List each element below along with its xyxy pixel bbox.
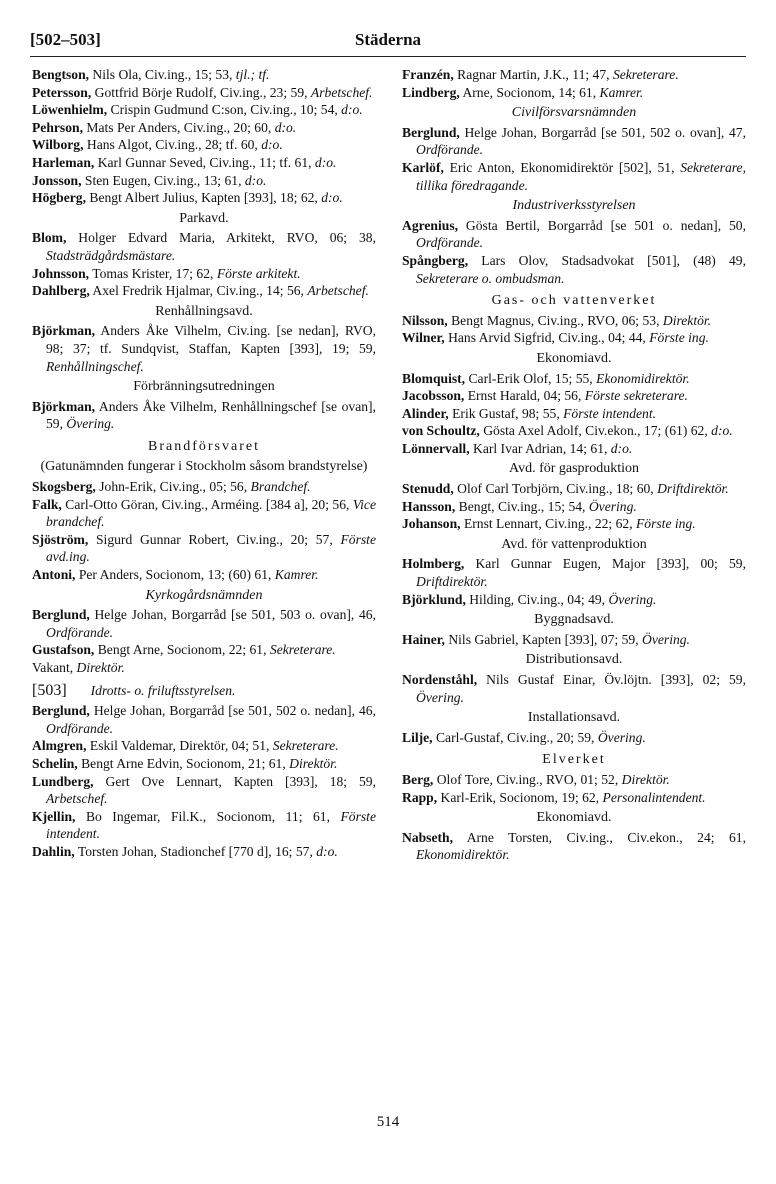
person-details: Olof Carl Torbjörn, Civ.ing., 18; 60, [453, 481, 658, 497]
person-details: Hans Algot, Civ.ing., 28; tf. 60, [83, 137, 262, 153]
person-details: Carl-Otto Göran, Civ.ing., Arméing. [384 a], 20; 56, [61, 496, 353, 512]
person-name: Johnsson, [32, 265, 90, 281]
person-details: Holger Edvard Maria, Arkitekt, RVO, 06; 38, [66, 230, 376, 246]
person-role: Renhållningschef. [46, 358, 144, 374]
person-name: Wilner, [402, 330, 445, 346]
person-name: Lilje, [402, 729, 433, 745]
person-role: Direktör. [76, 660, 125, 675]
directory-entry [402, 515, 746, 533]
person-details: Karl Gunnar Seved, Civ.ing., 11; tf. 61, [94, 154, 315, 170]
person-details: Ernst Harald, 04; 56, [464, 388, 585, 404]
person-role: Sekreterare o. ombudsman. [416, 270, 565, 286]
person-name: Jonsson, [32, 172, 82, 188]
directory-entry [32, 808, 376, 843]
directory-entry [32, 755, 376, 773]
person-details: Vakant, [32, 660, 77, 675]
person-name: Björkman, [32, 323, 96, 339]
person-details: Arne, Socionom, 14; 61, [459, 84, 600, 100]
person-role: Ekonomidirektör. [596, 370, 690, 386]
person-role: Övering. [597, 729, 646, 745]
directory-entry [402, 124, 746, 159]
directory-entry [402, 498, 746, 516]
person-role: d:o. [610, 440, 633, 456]
directory-entry [32, 737, 376, 755]
section-heading-numbered [32, 682, 376, 701]
person-role: Förste sekreterare. [584, 388, 688, 404]
directory-entry [32, 478, 376, 496]
person-name: Wilborg, [32, 137, 84, 153]
section-heading: Parkavd. [179, 210, 229, 226]
person-name: Lundberg, [32, 773, 94, 789]
person-role: tjl.; tf. [235, 67, 270, 82]
person-name: Blom, [32, 230, 67, 246]
directory-entry [402, 312, 746, 330]
directory-entry [402, 84, 746, 102]
directory-entry [32, 843, 376, 861]
page-range: [502–503] [30, 30, 101, 49]
person-role: d:o. [244, 172, 267, 188]
section-heading: Avd. för vattenproduktion [501, 536, 647, 552]
directory-entry [32, 282, 376, 300]
directory-entry [32, 606, 376, 641]
person-name: Berg, [402, 771, 434, 787]
person-details: Axel Fredrik Hjalmar, Civ.ing., 14; 56, [89, 283, 308, 299]
person-name: Franzén, [402, 67, 454, 82]
directory-entry [32, 172, 376, 190]
person-details: Karl Gunnar Eugen, Major [393], 00; 59, [464, 556, 746, 572]
directory-entry [32, 154, 376, 172]
left-column [32, 66, 376, 861]
person-name: Alinder, [402, 405, 449, 421]
person-details: Gösta Bertil, Borgarråd [se 501 o. nedan], 50, [458, 217, 746, 233]
person-name: Nordenståhl, [402, 672, 478, 687]
person-details: Nils Ola, Civ.ing., 15; 53, [89, 67, 236, 82]
page-title: Städerna [354, 30, 422, 49]
person-role: Direktör. [621, 771, 670, 787]
person-details: Olof Tore, Civ.ing., RVO, 01; 52, [433, 771, 622, 787]
directory-entry [402, 555, 746, 590]
person-name: Skogsberg, [32, 479, 96, 495]
directory-entry [32, 773, 376, 808]
person-role: Övering. [608, 591, 657, 607]
person-role: Arbetschef. [307, 283, 369, 299]
directory-entry [32, 136, 376, 154]
person-details: Anders Åke Vilhelm, Renhållningschef [se ovan], 59, [46, 398, 376, 432]
directory-entry [402, 370, 746, 388]
directory-entry [32, 702, 376, 737]
directory-entry [32, 398, 376, 433]
person-role: Förste avd.ing. [46, 531, 376, 565]
page-number: 514 [376, 1114, 400, 1130]
person-role: Förste ing. [649, 330, 709, 346]
person-role: Stadsträdgårdsmästare. [46, 247, 176, 263]
person-name: von Schoultz, [402, 423, 480, 439]
person-name: Björkman, [32, 398, 96, 414]
section-heading: Renhållningsavd. [155, 303, 253, 319]
directory-entry [402, 387, 746, 405]
person-role: Driftdirektör. [657, 481, 729, 497]
directory-entry [402, 671, 746, 706]
person-name: Petersson, [32, 84, 92, 100]
person-details: Eric Anton, Ekonomidirektör [502], 51, [443, 159, 681, 175]
person-details: Eskil Valdemar, Direktör, 04; 51, [86, 738, 273, 754]
directory-entry [32, 496, 376, 531]
person-details: Gottfrid Börje Rudolf, Civ.ing., 23; 59, [91, 84, 311, 100]
directory-entry [402, 159, 746, 194]
person-name: Falk, [32, 496, 62, 512]
person-name: Bengtson, [32, 67, 90, 82]
person-details: Karl-Erik, Socionom, 19; 62, [437, 789, 603, 805]
person-details: Nils Gustaf Einar, Öv.löjtn. [393], 02; 59, [477, 672, 746, 687]
person-name: Lönnervall, [402, 440, 470, 456]
right-column [402, 66, 746, 864]
person-role: Övering. [588, 498, 637, 514]
person-name: Gustafson, [32, 642, 95, 658]
directory-entry [402, 405, 746, 423]
person-role: d:o. [316, 843, 338, 859]
directory-entry [32, 229, 376, 264]
person-name: Almgren, [32, 738, 87, 754]
person-details: Sten Eugen, Civ.ing., 13; 61, [81, 172, 245, 188]
directory-entry [402, 480, 746, 498]
person-role: Sekreterare. [269, 642, 336, 658]
person-details: Bo Ingemar, Fil.K., Socionom, 11; 61, [75, 808, 341, 824]
person-role: Personalintendent. [602, 789, 706, 805]
directory-entry [402, 591, 746, 609]
person-role: d:o. [261, 137, 283, 153]
person-role: Kamrer. [599, 84, 644, 100]
person-name: Johanson, [402, 516, 461, 532]
person-details: Lars Olov, Stadsadvokat [501], (48) 49, [468, 252, 746, 268]
directory-entry [32, 66, 376, 84]
person-name: Nabseth, [402, 829, 453, 845]
person-details: Gert Ove Lennart, Kapten [393], 18; 59, [93, 773, 376, 789]
section-heading: Civilförsvarsnämnden [511, 105, 637, 121]
directory-entry [32, 659, 376, 677]
person-details: Hilding, Civ.ing., 04; 49, [465, 591, 609, 607]
person-name: Högberg, [32, 190, 86, 206]
person-role: Direktör. [662, 312, 712, 328]
person-name: Antoni, [32, 567, 76, 583]
person-details: Tomas Krister, 17; 62, [89, 265, 217, 281]
person-role: Sekreterare, tillika föredragande. [416, 159, 746, 193]
person-details: Carl-Gustaf, Civ.ing., 20; 59, [432, 729, 598, 745]
person-role: Förste ing. [636, 516, 696, 532]
person-details: Bengt Albert Julius, Kapten [393], 18; 62, [86, 190, 322, 206]
section-heading: Ekonomiavd. [536, 810, 612, 826]
person-name: Berglund, [402, 124, 460, 140]
person-role: Övering. [66, 416, 115, 432]
section-heading: Gas- och vattenverket [491, 293, 657, 309]
person-name: Hainer, [402, 631, 445, 647]
directory-entry [32, 189, 376, 207]
person-role: Driftdirektör. [416, 574, 488, 590]
person-role: d:o. [341, 102, 363, 118]
person-details: Mats Per Anders, Civ.ing., 20; 60, [82, 119, 275, 135]
person-role: Ekonomidirektör. [416, 847, 510, 863]
person-details: Anders Åke Vilhelm, Civ.ing. [se nedan], RVO, 98; 37; tf. Sundqvist, Staffan, Kapten [393], 19; 59, [46, 323, 376, 356]
directory-entry [402, 631, 746, 649]
person-role: Ordförande. [46, 720, 114, 736]
directory-entry [32, 566, 376, 584]
section-heading: Avd. för gasproduktion [509, 461, 639, 477]
person-details: John-Erik, Civ.ing., 05; 56, [95, 479, 251, 495]
person-name: Stenudd, [402, 481, 454, 497]
directory-entry [32, 531, 376, 566]
directory-entry [32, 641, 376, 659]
directory-entry [32, 84, 376, 102]
person-name: Sjöström, [32, 531, 89, 547]
person-details: Torsten Johan, Stadionchef [770 d], 16; 57, [74, 843, 317, 859]
person-details: Hans Arvid Sigfrid, Civ.ing., 04; 44, [444, 330, 650, 346]
section-heading: Industriverksstyrelsen [512, 198, 636, 214]
person-details: Erik Gustaf, 98; 55, [448, 405, 564, 421]
person-name: Löwenhielm, [32, 102, 108, 118]
directory-entry [402, 422, 746, 440]
person-name: Jacobsson, [402, 388, 465, 404]
person-details: Sigurd Gunnar Robert, Civ.ing., 20; 57, [88, 531, 341, 547]
section-heading: Brandförsvaret [148, 438, 260, 454]
person-role: Arbetschef. [46, 791, 108, 807]
person-role: Sekreterare. [612, 67, 679, 82]
person-details: Ragnar Martin, J.K., 11; 47, [453, 67, 613, 82]
section-heading: Ekonomiavd. [536, 350, 612, 366]
person-role: Kamrer. [274, 567, 319, 583]
person-role: Övering. [416, 689, 464, 705]
directory-entry [402, 252, 746, 287]
section-heading: Förbränningsutredningen [133, 379, 275, 395]
person-role: Direktör. [289, 755, 338, 771]
person-name: Nilsson, [402, 312, 448, 328]
directory-entry [32, 322, 376, 375]
person-details: Helge Johan, Borgarråd [se 501, 503 o. ovan], 46, [89, 607, 376, 623]
person-details: Nils Gabriel, Kapten [393], 07; 59, [444, 631, 643, 647]
directory-entry [402, 440, 746, 458]
person-role: Ordförande. [416, 142, 484, 158]
person-name: Dahlin, [32, 843, 75, 859]
directory-entry [402, 217, 746, 252]
person-name: Rapp, [402, 789, 438, 805]
person-details: Karl Ivar Adrian, 14; 61, [469, 440, 611, 456]
person-details: Gösta Axel Adolf, Civ.ekon., 17; (61) 62, [479, 423, 712, 439]
person-details: Crispin Gudmund C:son, Civ.ing., 10; 54, [107, 102, 342, 118]
person-role: d:o. [274, 119, 297, 135]
section-heading: Byggnadsavd. [534, 612, 614, 628]
person-role: Ordförande. [46, 624, 114, 640]
directory-entry [402, 789, 746, 807]
person-role: Brandchef. [250, 479, 311, 495]
person-details: Helge Johan, Borgarråd [se 501, 502 o. ovan], 47, [459, 124, 746, 140]
directory-entry [32, 119, 376, 137]
person-name: Lindberg, [402, 84, 460, 100]
person-name: Berglund, [32, 703, 90, 719]
person-role: d:o. [314, 154, 337, 170]
person-details: Bengt Magnus, Civ.ing., RVO, 06; 53, [447, 312, 663, 328]
person-name: Björklund, [402, 591, 466, 607]
person-name: Pehrson, [32, 119, 83, 135]
person-details: Arne Torsten, Civ.ing., Civ.ekon., 24; 61, [452, 829, 746, 845]
person-role: Ordförande. [416, 235, 484, 251]
person-name: Blomquist, [402, 370, 466, 386]
header-rule [30, 56, 746, 57]
person-role: Förste intendent. [563, 405, 656, 421]
section-title: Idrotts- o. friluftsstyrelsen. [90, 682, 236, 698]
directory-entry [402, 829, 746, 864]
section-heading: Kyrkogårdsnämnden [145, 587, 263, 603]
person-name: Hansson, [402, 498, 456, 514]
section-heading: Installationsavd. [527, 710, 621, 726]
directory-entry [32, 101, 376, 119]
person-details: Per Anders, Socionom, 13; (60) 61, [75, 567, 275, 583]
section-heading: Distributionsavd. [525, 652, 623, 668]
person-name: Kjellin, [32, 808, 76, 824]
person-details: Helge Johan, Borgarråd [se 501, 502 o. nedan], 46, [89, 703, 376, 719]
person-name: Harleman, [32, 154, 95, 170]
person-name: Spångberg, [402, 252, 469, 268]
person-name: Karlöf, [402, 159, 444, 175]
person-role: Övering. [642, 631, 690, 647]
person-role: Vice brandchef. [46, 496, 376, 530]
directory-entry [402, 771, 746, 789]
person-name: Berglund, [32, 607, 90, 623]
person-name: Agrenius, [402, 217, 459, 233]
person-details: Carl-Erik Olof, 15; 55, [465, 370, 597, 386]
person-role: Sekreterare. [272, 738, 339, 754]
section-number: [503] [32, 681, 67, 699]
person-role: d:o. [321, 190, 343, 206]
directory-entry [402, 329, 746, 347]
section-heading: (Gatunämnden fungerar i Stockholm såsom brandstyrelse) [40, 459, 368, 475]
person-role: Förste intendent. [46, 808, 376, 842]
person-details: Bengt, Civ.ing., 15; 54, [455, 498, 589, 514]
directory-entry [402, 66, 746, 84]
person-details: Bengt Arne, Socionom, 22; 61, [94, 642, 270, 658]
person-role: d:o. [711, 423, 733, 439]
person-name: Schelin, [32, 755, 78, 771]
person-role: Arbetschef. [310, 84, 373, 100]
directory-entry [32, 265, 376, 283]
person-details: Ernst Lennart, Civ.ing., 22; 62, [460, 516, 636, 532]
person-details: Bengt Arne Edvin, Socionom, 21; 61, [77, 755, 290, 771]
person-role: Förste arkitekt. [216, 265, 301, 281]
directory-entry [402, 729, 746, 747]
section-heading: Elverket [542, 752, 606, 768]
person-name: Dahlberg, [32, 283, 90, 299]
person-name: Holmberg, [402, 556, 465, 572]
